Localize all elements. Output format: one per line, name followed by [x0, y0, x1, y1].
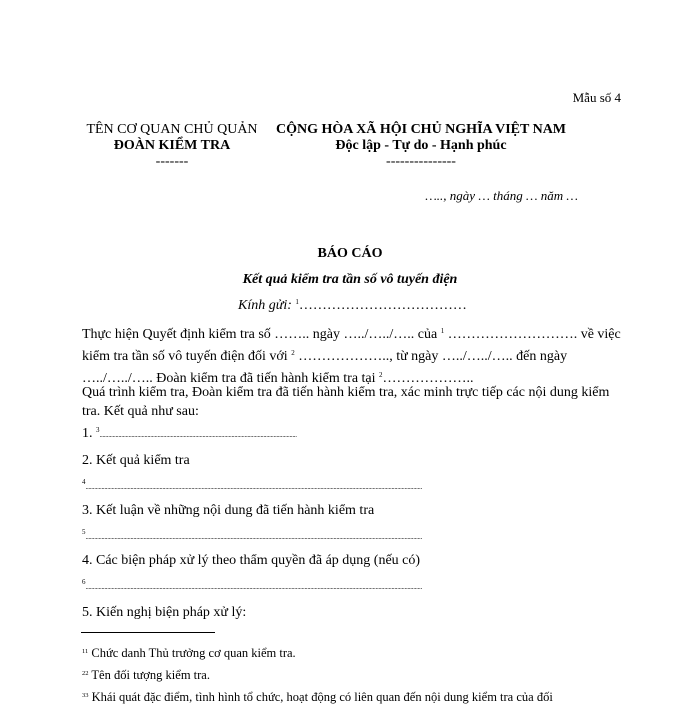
section-1	[82, 426, 297, 442]
header-left	[82, 122, 262, 170]
intro-line-1	[82, 322, 621, 344]
footnote-number: 11	[82, 648, 89, 655]
agency-name: TÊN CƠ QUAN CHỦ QUẢN	[86, 122, 258, 137]
intro-line-2	[82, 344, 621, 366]
motto: Độc lập - Tự do - Hạnh phúc	[335, 138, 507, 153]
footnote-ref: 1	[440, 327, 445, 335]
footnote-text: Chức danh Thủ trưởng cơ quan kiểm tra.	[91, 646, 296, 660]
section-4-fill	[82, 578, 422, 594]
dotted-fill: ........................................................................................................................................................................................................................................	[85, 583, 422, 591]
footnote-separator	[81, 632, 215, 633]
footnote-2	[82, 668, 210, 683]
header-right	[276, 122, 566, 170]
addressee	[238, 298, 467, 314]
intro-text: ………………..	[382, 371, 474, 386]
form-code: Mẫu số 4	[572, 90, 621, 105]
footnote-ref: 5	[82, 528, 86, 536]
footnote-text: Khái quát đặc điểm, tình hình tổ chức, hoạt động có liên quan đến nội dung kiểm tra của đối	[91, 690, 553, 704]
report-subtitle: Kết quả kiểm tra tần số vô tuyến điện	[242, 272, 458, 287]
intro-text: kiểm tra tần số vô tuyến điện đối với	[82, 349, 288, 364]
section-heading: 1.	[82, 426, 93, 441]
dotted-fill: ........................................................................................................................................	[99, 431, 297, 439]
dotted-fill: ........................................................................................................................................................................................................................................	[85, 533, 422, 541]
footnote-number: 33	[82, 692, 89, 699]
footnote-text: Tên đối tượng kiểm tra.	[91, 668, 210, 682]
report-title: BÁO CÁO	[317, 246, 383, 261]
footnote-ref: 4	[82, 478, 86, 486]
section-5-heading: 5. Kiến nghị biện pháp xử lý:	[82, 605, 247, 620]
intro-text: ……………….., từ ngày …../…../….. đến ngày	[298, 349, 568, 364]
section-3-heading: 3. Kết luận về những nội dung đã tiến hành kiểm tra	[82, 503, 375, 518]
footnote-3	[82, 690, 553, 705]
section-4-heading: 4. Các biện pháp xử lý theo thẩm quyền đã áp dụng (nếu có)	[82, 553, 421, 568]
intro-text: Thực hiện Quyết định kiểm tra số …….. ngày …../…../….. của	[82, 327, 438, 342]
date-line: ….., ngày … tháng … năm …	[425, 188, 578, 203]
section-2-fill	[82, 478, 422, 494]
footnote-ref: 3	[96, 426, 100, 434]
section-3-fill	[82, 528, 422, 544]
header-right-rule: ---------------	[386, 154, 456, 169]
process-line-1: Quá trình kiểm tra, Đoàn kiểm tra đã tiến hành kiểm tra, xác minh trực tiếp các nội dung kiểm	[82, 385, 610, 400]
addressee-ref: 1	[295, 298, 299, 306]
country-name: CỘNG HÒA XÃ HỘI CHỦ NGHĨA VIỆT NAM	[276, 122, 567, 137]
process-line-2: tra. Kết quả như sau:	[82, 404, 199, 419]
header-left-rule: -------	[155, 154, 189, 169]
section-2-heading: 2. Kết quả kiểm tra	[82, 453, 190, 468]
process-paragraph	[82, 383, 609, 421]
footnote-ref: 2	[379, 371, 383, 379]
footnote-ref: 2	[291, 349, 295, 357]
intro-paragraph	[82, 322, 621, 388]
footnote-ref: 6	[82, 578, 86, 586]
dotted-fill: ........................................................................................................................................................................................................................................	[85, 483, 422, 491]
addressee-label: Kính gửi:	[238, 298, 292, 313]
team-name: ĐOÀN KIỂM TRA	[113, 138, 231, 153]
addressee-dots: ………………………………	[298, 298, 467, 313]
footnote-number: 22	[82, 670, 89, 677]
intro-text: ………………………. về việc	[447, 327, 621, 342]
footnote-1	[82, 646, 296, 661]
intro-text: …../…../….. Đoàn kiểm tra đã tiến hành kiểm tra tại	[82, 371, 376, 386]
